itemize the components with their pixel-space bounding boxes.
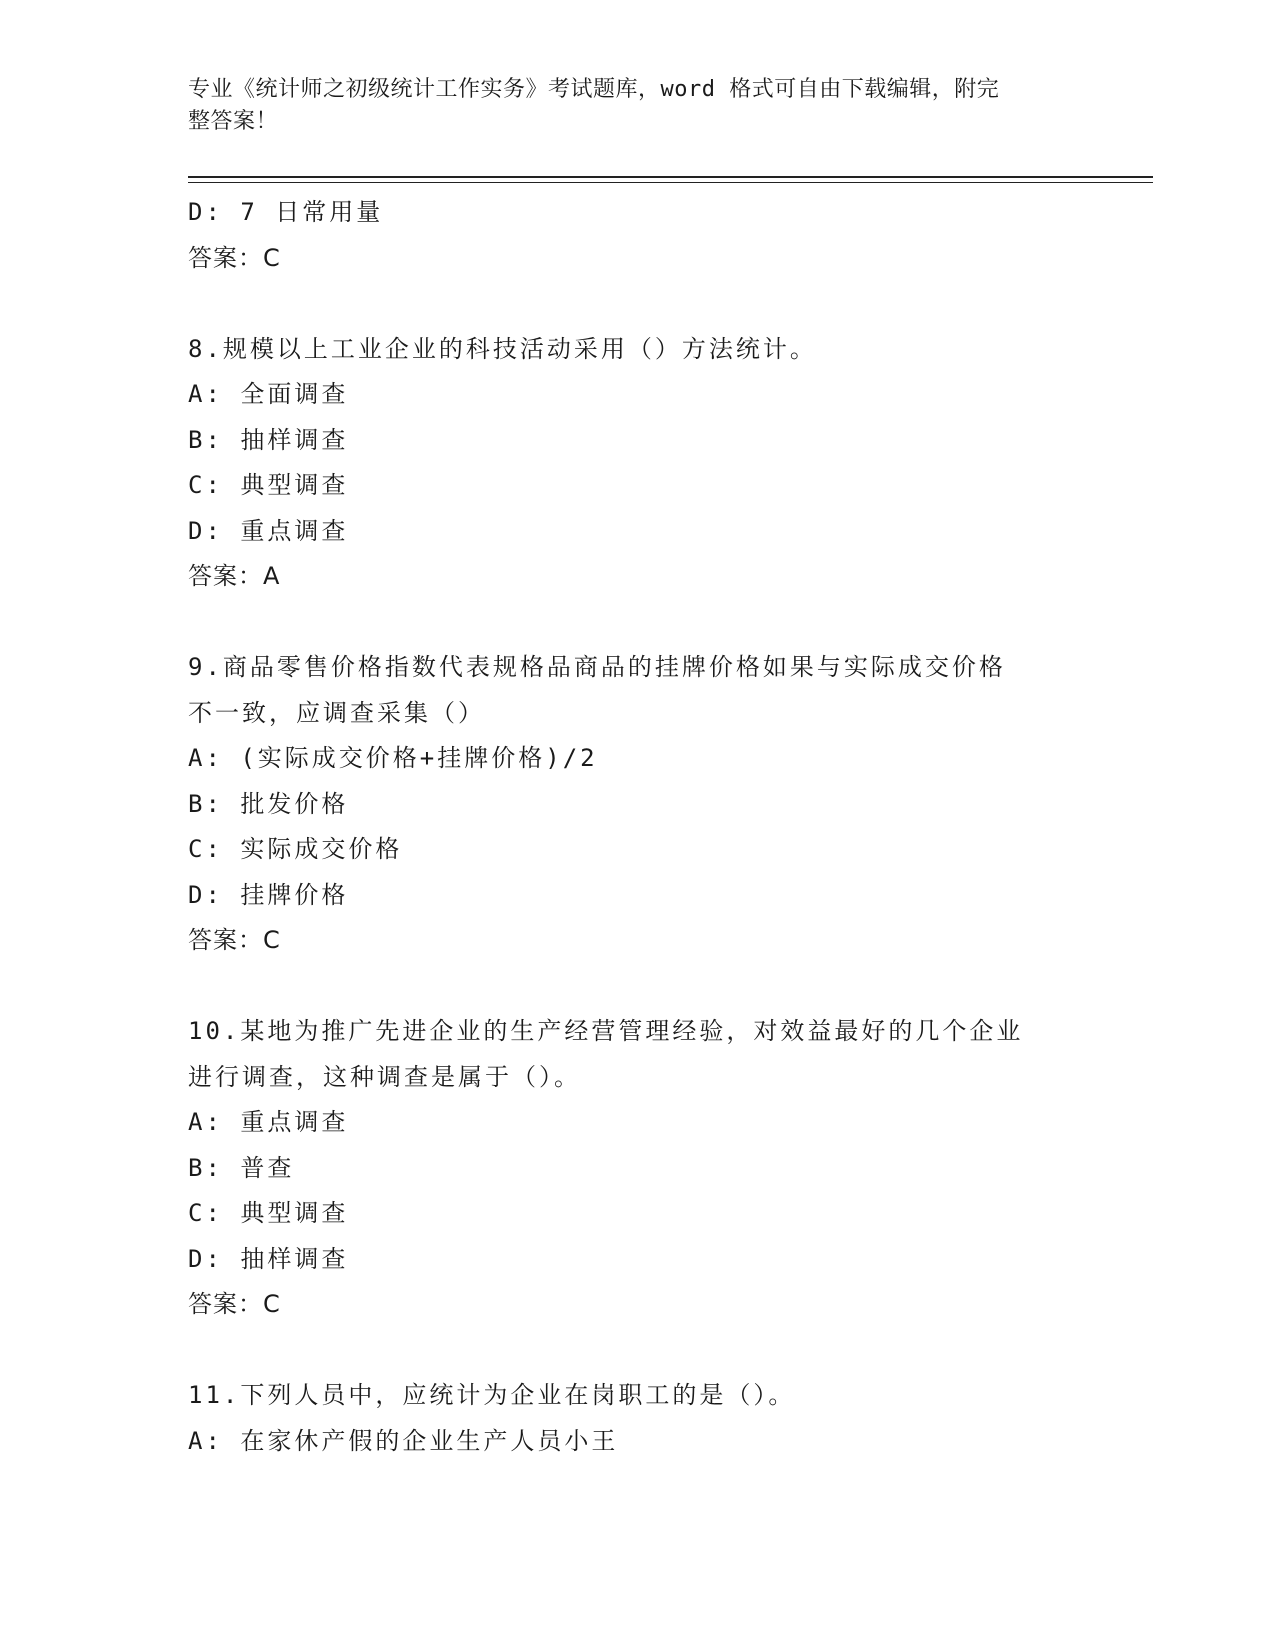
header-line-2: 整答案！ bbox=[188, 109, 279, 134]
question-stem: 8.规模以上工业企业的科技活动采用（）方法统计。 bbox=[188, 334, 817, 363]
option-c: C: 典型调查 bbox=[188, 1199, 349, 1227]
question-10 bbox=[188, 1009, 1153, 1328]
option-b: B: 批发价格 bbox=[188, 789, 349, 818]
document-header bbox=[188, 74, 1068, 138]
question-stem-line-1: 9.商品零售价格指数代表规格品商品的挂牌价格如果与实际成交价格 bbox=[188, 653, 1006, 681]
option-d: D: 挂牌价格 bbox=[188, 880, 349, 909]
option-a: A: 在家休产假的企业生产人员小王 bbox=[188, 1426, 619, 1455]
header-divider-thick bbox=[188, 176, 1153, 178]
answer-line: 答案：A bbox=[188, 562, 281, 590]
question-stem-line-2: 进行调查，这种调查是属于（）。 bbox=[188, 1062, 581, 1091]
question-8 bbox=[188, 327, 1153, 600]
question-9 bbox=[188, 645, 1153, 964]
spacer bbox=[188, 600, 1153, 646]
option-d: D: 7 日常用量 bbox=[188, 198, 384, 226]
question-stem-line-2: 不一致，应调查采集（） bbox=[188, 698, 485, 727]
question-stem-line-1: 10.某地为推广先进企业的生产经营管理经验，对效益最好的几个企业 bbox=[188, 1017, 1024, 1045]
option-b: B: 抽样调查 bbox=[188, 425, 349, 454]
header-line-1: 专业《统计师之初级统计工作实务》考试题库，word 格式可自由下载编辑，附完 bbox=[188, 77, 1000, 102]
option-d: D: 重点调查 bbox=[188, 516, 349, 545]
question-stem: 11.下列人员中，应统计为企业在岗职工的是（）。 bbox=[188, 1381, 796, 1409]
spacer bbox=[188, 281, 1153, 327]
option-b: B: 普查 bbox=[188, 1153, 295, 1182]
option-d: D: 抽样调查 bbox=[188, 1244, 349, 1273]
question-11 bbox=[188, 1373, 1153, 1464]
option-a: A: (实际成交价格+挂牌价格)/2 bbox=[188, 744, 598, 772]
question-list bbox=[188, 190, 1153, 1464]
answer-line: 答案：C bbox=[188, 1290, 281, 1318]
option-c: C: 实际成交价格 bbox=[188, 835, 403, 863]
option-a: A: 重点调查 bbox=[188, 1108, 349, 1136]
option-a: A: 全面调查 bbox=[188, 380, 349, 408]
spacer bbox=[188, 1328, 1153, 1374]
header-divider-thin bbox=[188, 182, 1153, 183]
spacer bbox=[188, 964, 1153, 1010]
option-c: C: 典型调查 bbox=[188, 471, 349, 499]
answer-line: 答案：C bbox=[188, 926, 281, 954]
answer-line: 答案：C bbox=[188, 243, 281, 272]
question-7-tail bbox=[188, 190, 1153, 281]
